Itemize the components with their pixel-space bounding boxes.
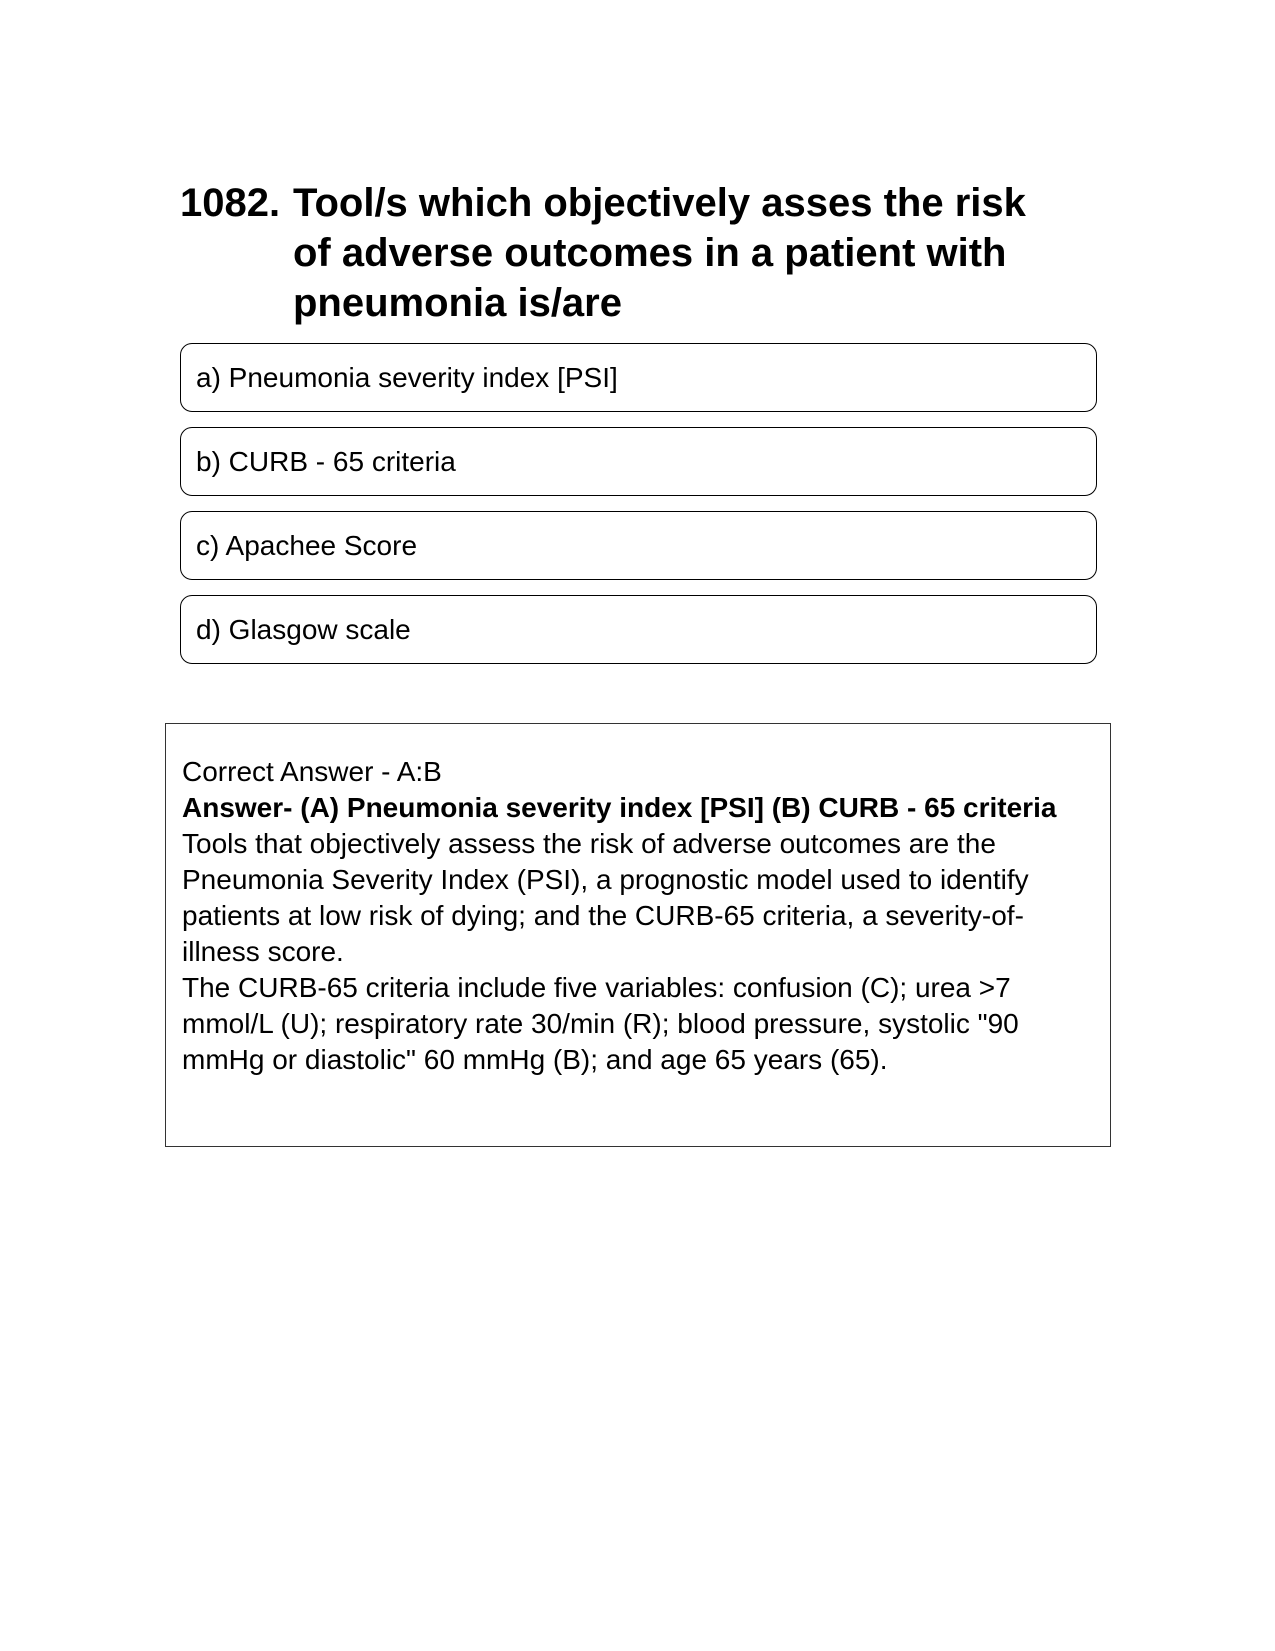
question-text: Tool/s which objectively asses the risk of adverse outcomes in a patient with pneumonia is/are bbox=[293, 181, 1026, 325]
answer-heading: Answer- (A) Pneumonia severity index [PSI] (B) CURB - 65 criteria bbox=[182, 792, 1057, 823]
options-list bbox=[180, 343, 1097, 679]
option-b[interactable]: b) CURB - 65 criteria bbox=[180, 427, 1097, 496]
answer-explanation-box bbox=[165, 723, 1111, 1147]
option-d[interactable]: d) Glasgow scale bbox=[180, 595, 1097, 664]
option-c[interactable]: c) Apachee Score bbox=[180, 511, 1097, 580]
question bbox=[180, 178, 1100, 328]
correct-answer-line: Correct Answer - A:B bbox=[182, 756, 442, 787]
explanation-paragraph-1: Tools that objectively assess the risk of adverse outcomes are the Pneumonia Severity Index (PSI), a prognostic model used to identify patients at low risk of dying; and the CURB-65 criteria, a severity-of-illness score. bbox=[182, 828, 1029, 967]
option-a[interactable]: a) Pneumonia severity index [PSI] bbox=[180, 343, 1097, 412]
question-number: 1082. bbox=[180, 181, 281, 225]
explanation-paragraph-2: The CURB-65 criteria include five variables: confusion (C); urea >7 mmol/L (U); respiratory rate 30/min (R); blood pressure, systolic "90 mmHg or diastolic" 60 mmHg (B); and age 65 years (65). bbox=[182, 972, 1019, 1075]
